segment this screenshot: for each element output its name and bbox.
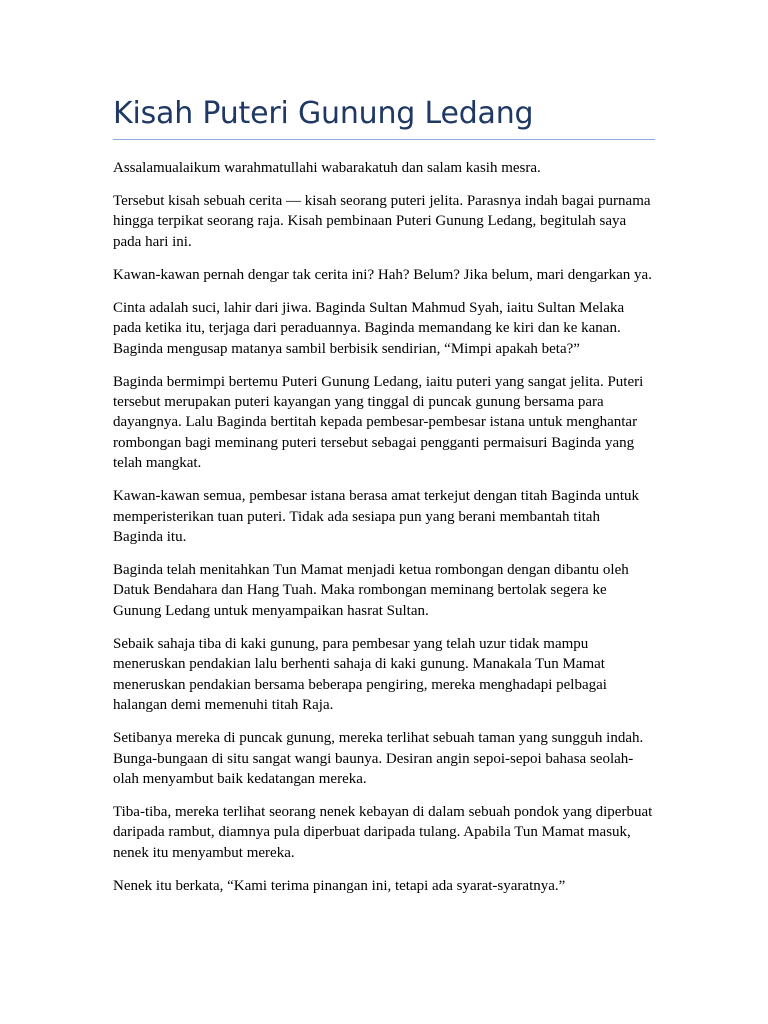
paragraph-garden: Setibanya mereka di puncak gunung, mereka terlihat sebuah taman yang sungguh indah. Bunga-bungaan di situ sangat wangi baunya. Desiran angin sepoi-sepoi bahasa seolah- olah menyambut baik kedatangan mereka. xyxy=(113,730,644,787)
paragraph-question: Kawan-kawan pernah dengar tak cerita ini? Hah? Belum? Jika belum, mari dengarkan ya. xyxy=(113,266,652,283)
document-title: Kisah Puteri Gunung Ledang xyxy=(113,96,534,131)
paragraph-greeting: Assalamualaikum warahmatullahi wabarakatuh dan salam kasih mesra. xyxy=(113,160,541,176)
paragraph-delegation: Baginda telah menitahkan Tun Mamat menjadi ketua rombongan dengan dibantu oleh Datuk Bendahara dan Hang Tuah. Maka rombongan meminang bertolak segera ke Gunung Ledang untuk menyampaikan hasrat Sultan. xyxy=(113,562,629,619)
paragraph-ascent: Sebaik sahaja tiba di kaki gunung, para pembesar yang telah uzur tidak mampu meneruskan pendakian lalu berhenti sahaja di kaki gunung. Manakala Tun Mamat meneruskan pendakian bersama beberapa pengiring, mereka menghadapi pelbagai halangan demi memenuhi titah Raja. xyxy=(113,635,607,714)
paragraph-court-shock: Kawan-kawan semua, pembesar istana berasa amat terkejut dengan titah Baginda untuk memperisterikan tuan puteri. Tidak ada sesiapa pun yang berani membantah titah Baginda itu. xyxy=(113,488,640,546)
paragraph-sultan-awakens: Cinta adalah suci, lahir dari jiwa. Baginda Sultan Mahmud Syah, iaitu Sultan Melaka pada ketika itu, terjaga dari peraduannya. Baginda memandang ke kiri dan ke kanan. Baginda mengusap matanya sambil berbisik sendirian, “Mimpi apakah beta?” xyxy=(113,299,625,357)
paragraph-intro: Tersebut kisah sebuah cerita — kisah seorang puteri jelita. Parasnya indah bagai purnama hingga terpikat seorang raja. Kisah pembinaan Puteri Gunung Ledang, begitulah saya pada hari ini. xyxy=(113,193,651,250)
title-underline-divider xyxy=(113,139,655,140)
paragraph-dream: Baginda bermimpi bertemu Puteri Gunung Ledang, iaitu puteri yang sangat jelita. Puteri tersebut merupakan puteri kayangan yang tinggal di puncak gunung bersama para dayangnya. Lalu Baginda bertitah kepada pembesar-pembesar istana untuk menghantar rombongan bagi meminang puteri tersebut sebagai pengganti permaisuri Baginda yang telah mangkat. xyxy=(113,373,644,472)
paragraph-old-woman: Tiba-tiba, mereka terlihat seorang nenek kebayan di dalam sebuah pondok yang diperbuat daripada rambut, diamnya pula diperbuat daripada tulang. Apabila Tun Mamat masuk, nenek itu menyambut mereka. xyxy=(113,803,653,861)
paragraph-conditions: Nenek itu berkata, “Kami terima pinangan ini, tetapi ada syarat-syaratnya.” xyxy=(113,877,566,894)
document-body xyxy=(113,158,655,909)
